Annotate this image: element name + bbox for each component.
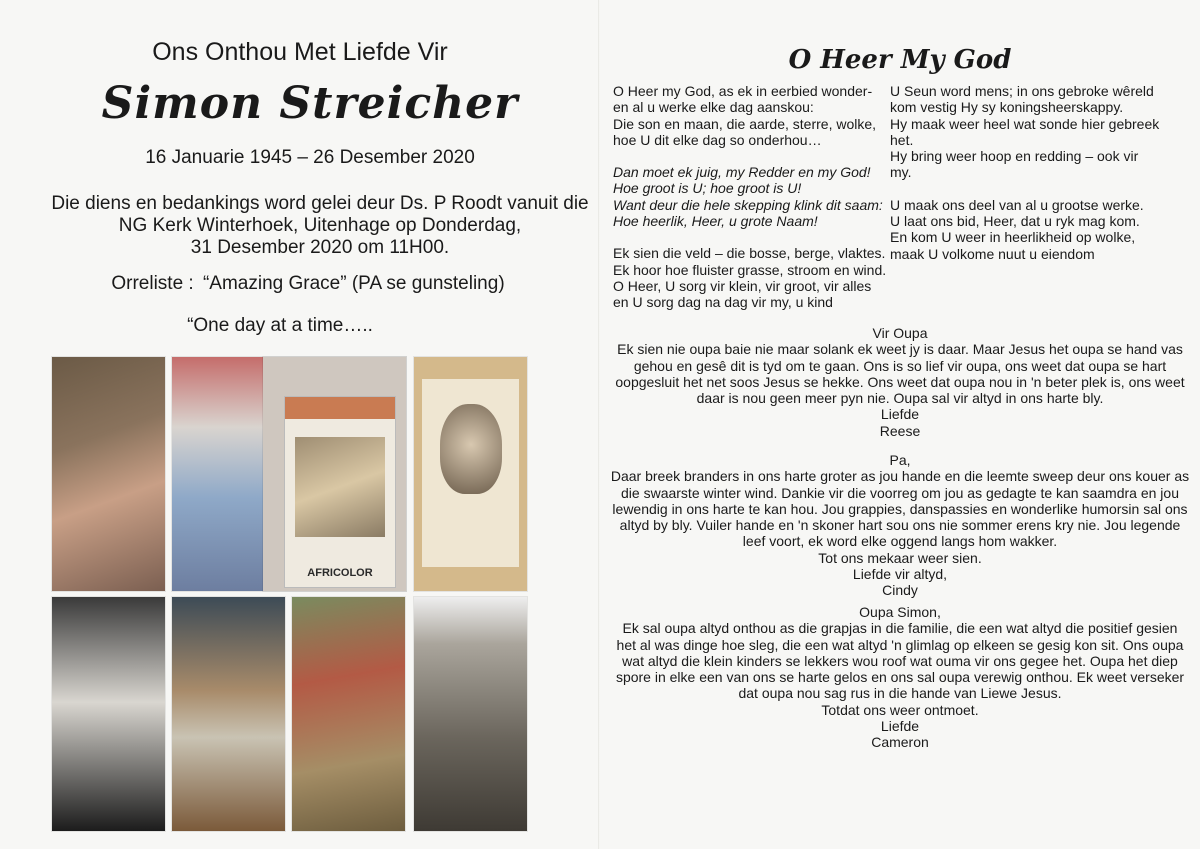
poem-line: kom vestig Hy sy koningsheerskappy. [890,99,1124,116]
tribute-line: wat altyd die klein kinders se lekkers wou roof wat ouma vir ons gegee het. Oupa het diep [622,652,1178,669]
tribute-line: Tot ons mekaar weer sien. [818,549,982,566]
tribute-line: Liefde [880,718,920,735]
life-dates: 16 Januarie 1945 – 26 Desember 2020 [145,147,475,168]
tribute-line: Totdat ons weer ontmoet. [821,701,979,718]
poem-line: En kom U weer in heerlikheid op wolke, [890,229,1136,246]
tribute-line: gehou en gesê dit is tyd om te gaan. Ons is so lief vir oupa, ons weet dat oupa se hart [633,357,1167,374]
organ-value: “Amazing Grace” (PA se gunsteling) [202,273,505,294]
poem-line: maak U volkome nuut u eiendom [890,245,1095,262]
tribute-cameron [600,604,1200,751]
tribute-cindy [600,452,1200,599]
service-line: Die diens en bedankings word gelei deur Ds. P Roodt vanuit die [51,193,589,214]
tribute-line: Ek sal oupa altyd onthou as die grapjas in die familie, die een wat altyd die positief gesien [622,620,1178,637]
poem-line: Hy maak weer heel wat sonde hier gebreek [890,115,1160,132]
poem-chorus-line: Hoe heerlik, Heer, u grote Naam! [613,213,818,230]
tribute-reese [600,325,1200,439]
tribute-line: lewendig in ons harte te kan hou. Jou grappies, danspassies en wonderlike humorsin sal ons [612,500,1188,517]
poem-line: Ek hoor hoe fluister grasse, stroom en wind. [613,261,887,278]
service-details [40,193,600,259]
organ-music [0,273,620,295]
organ-label: Orreliste : [111,273,194,294]
tribute-line: spore in elke een van ons se harte gelos en ons sal oupa verewig onthou. Ek weet verseker [615,669,1185,686]
photo-couple-car [172,597,285,831]
poem-line: U laat ons bid, Heer, dat u ryk mag kom. [890,213,1140,230]
tribute-signature: Cindy [882,582,918,599]
photo-sketch-portrait [414,357,527,591]
poem-line: het. [890,131,914,148]
memorial-heading: Ons Onthou Met Liefde Vir [152,38,448,66]
poem-line: en al u werke elke dag aanskou: [613,99,814,116]
tribute-line: Daar breek branders in ons harte groter as jou hande en die leemte sweep deur ons kouer as [610,468,1190,485]
service-line: 31 Desember 2020 om 11H00. [190,237,450,258]
poem-line: en U sorg dag na dag vir my, u kind [613,294,833,311]
poem-chorus-line: Want deur die hele skepping klink dit saam: [613,196,883,213]
tribute-line: leef voort, ek word elke oggend langs hom wakker. [742,533,1058,550]
tribute-line: Pa, [889,452,911,468]
tribute-line: Ek sien nie oupa baie nie maar solank ek weet jy is daar. Maar Jesus het oupa se hand vas [617,341,1183,358]
tribute-line: Liefde [880,406,920,423]
print-envelope [285,397,395,587]
tribute-line: die swaarste winter wind. Dankie vir die voorreg om jou as gedagte te kan saamdra en jou [621,484,1179,501]
tribute-signature: Cameron [871,734,929,751]
photo-rugby-play [292,597,405,831]
quote: “One day at a time….. [187,315,373,336]
photo-print-envelope [263,357,406,591]
poem-line: O Heer my God, as ek in eerbied wonder- [613,83,873,99]
tribute-line: daar is nou geen meer pyn nie. Oupa sal vir altyd in ons harte bly. [696,390,1104,407]
poem-line: U Seun word mens; in ons gebroke wêreld [890,83,1154,99]
right-page [600,0,1200,849]
poem-chorus-line: Dan moet ek juig, my Redder en my God! [613,164,871,181]
poem-chorus-line: Hoe groot is U; hoe groot is U! [613,180,802,197]
poem-line: hoe U dit elke dag so onderhou… [613,131,822,148]
poem-line: Ek sien die veld – die bosse, berge, vlaktes. [613,245,886,262]
poem-line: U maak ons deel van al u grootse werke. [890,196,1144,213]
poem-line: Hy bring weer hoop en redding – ook vir [890,148,1139,165]
poem-line: my. [890,164,912,181]
tribute-line: oopgesluit het net soos Jesus se hekke. Ons weet dat oupa nou in 'n beter plek is, ons weet [615,373,1185,390]
tribute-line: Oupa Simon, [859,604,941,620]
photo-portrait-glasses [52,357,165,591]
photo-rugby-team [414,597,527,831]
tribute-line: Liefde vir altyd, [852,566,948,583]
deceased-name: Simon Streicher [101,78,519,129]
tribute-line: dat oupa nou sag rus in die hande van Liewe Jesus. [738,685,1062,702]
poem-line: O Heer, U sorg vir klein, vir groot, vir alles [613,277,872,294]
photo-wedding [52,597,165,831]
tribute-signature: Reese [879,422,921,439]
service-line: NG Kerk Winterhoek, Uitenhage op Donderdag, [118,215,522,236]
print-envelope-label: AFRICOLOR [307,567,373,579]
poem-column-right [890,83,1180,262]
tribute-line: Vir Oupa [872,325,928,341]
poem-column-left [613,83,888,311]
tribute-line: het al was dinge hoe sleg, die een wat altyd 'n glimlag op elkeen se gesig kon sit. Ons oupa [616,636,1184,653]
poem-line: Die son en maan, die aarde, sterre, wolke, [613,115,877,132]
poem-title: O Heer My God [788,45,1012,75]
tribute-line: altyd by bly. Vuiler hande en 'n skoner hart sou ons nie sommer erens kry nie. Jou legende [619,517,1181,534]
